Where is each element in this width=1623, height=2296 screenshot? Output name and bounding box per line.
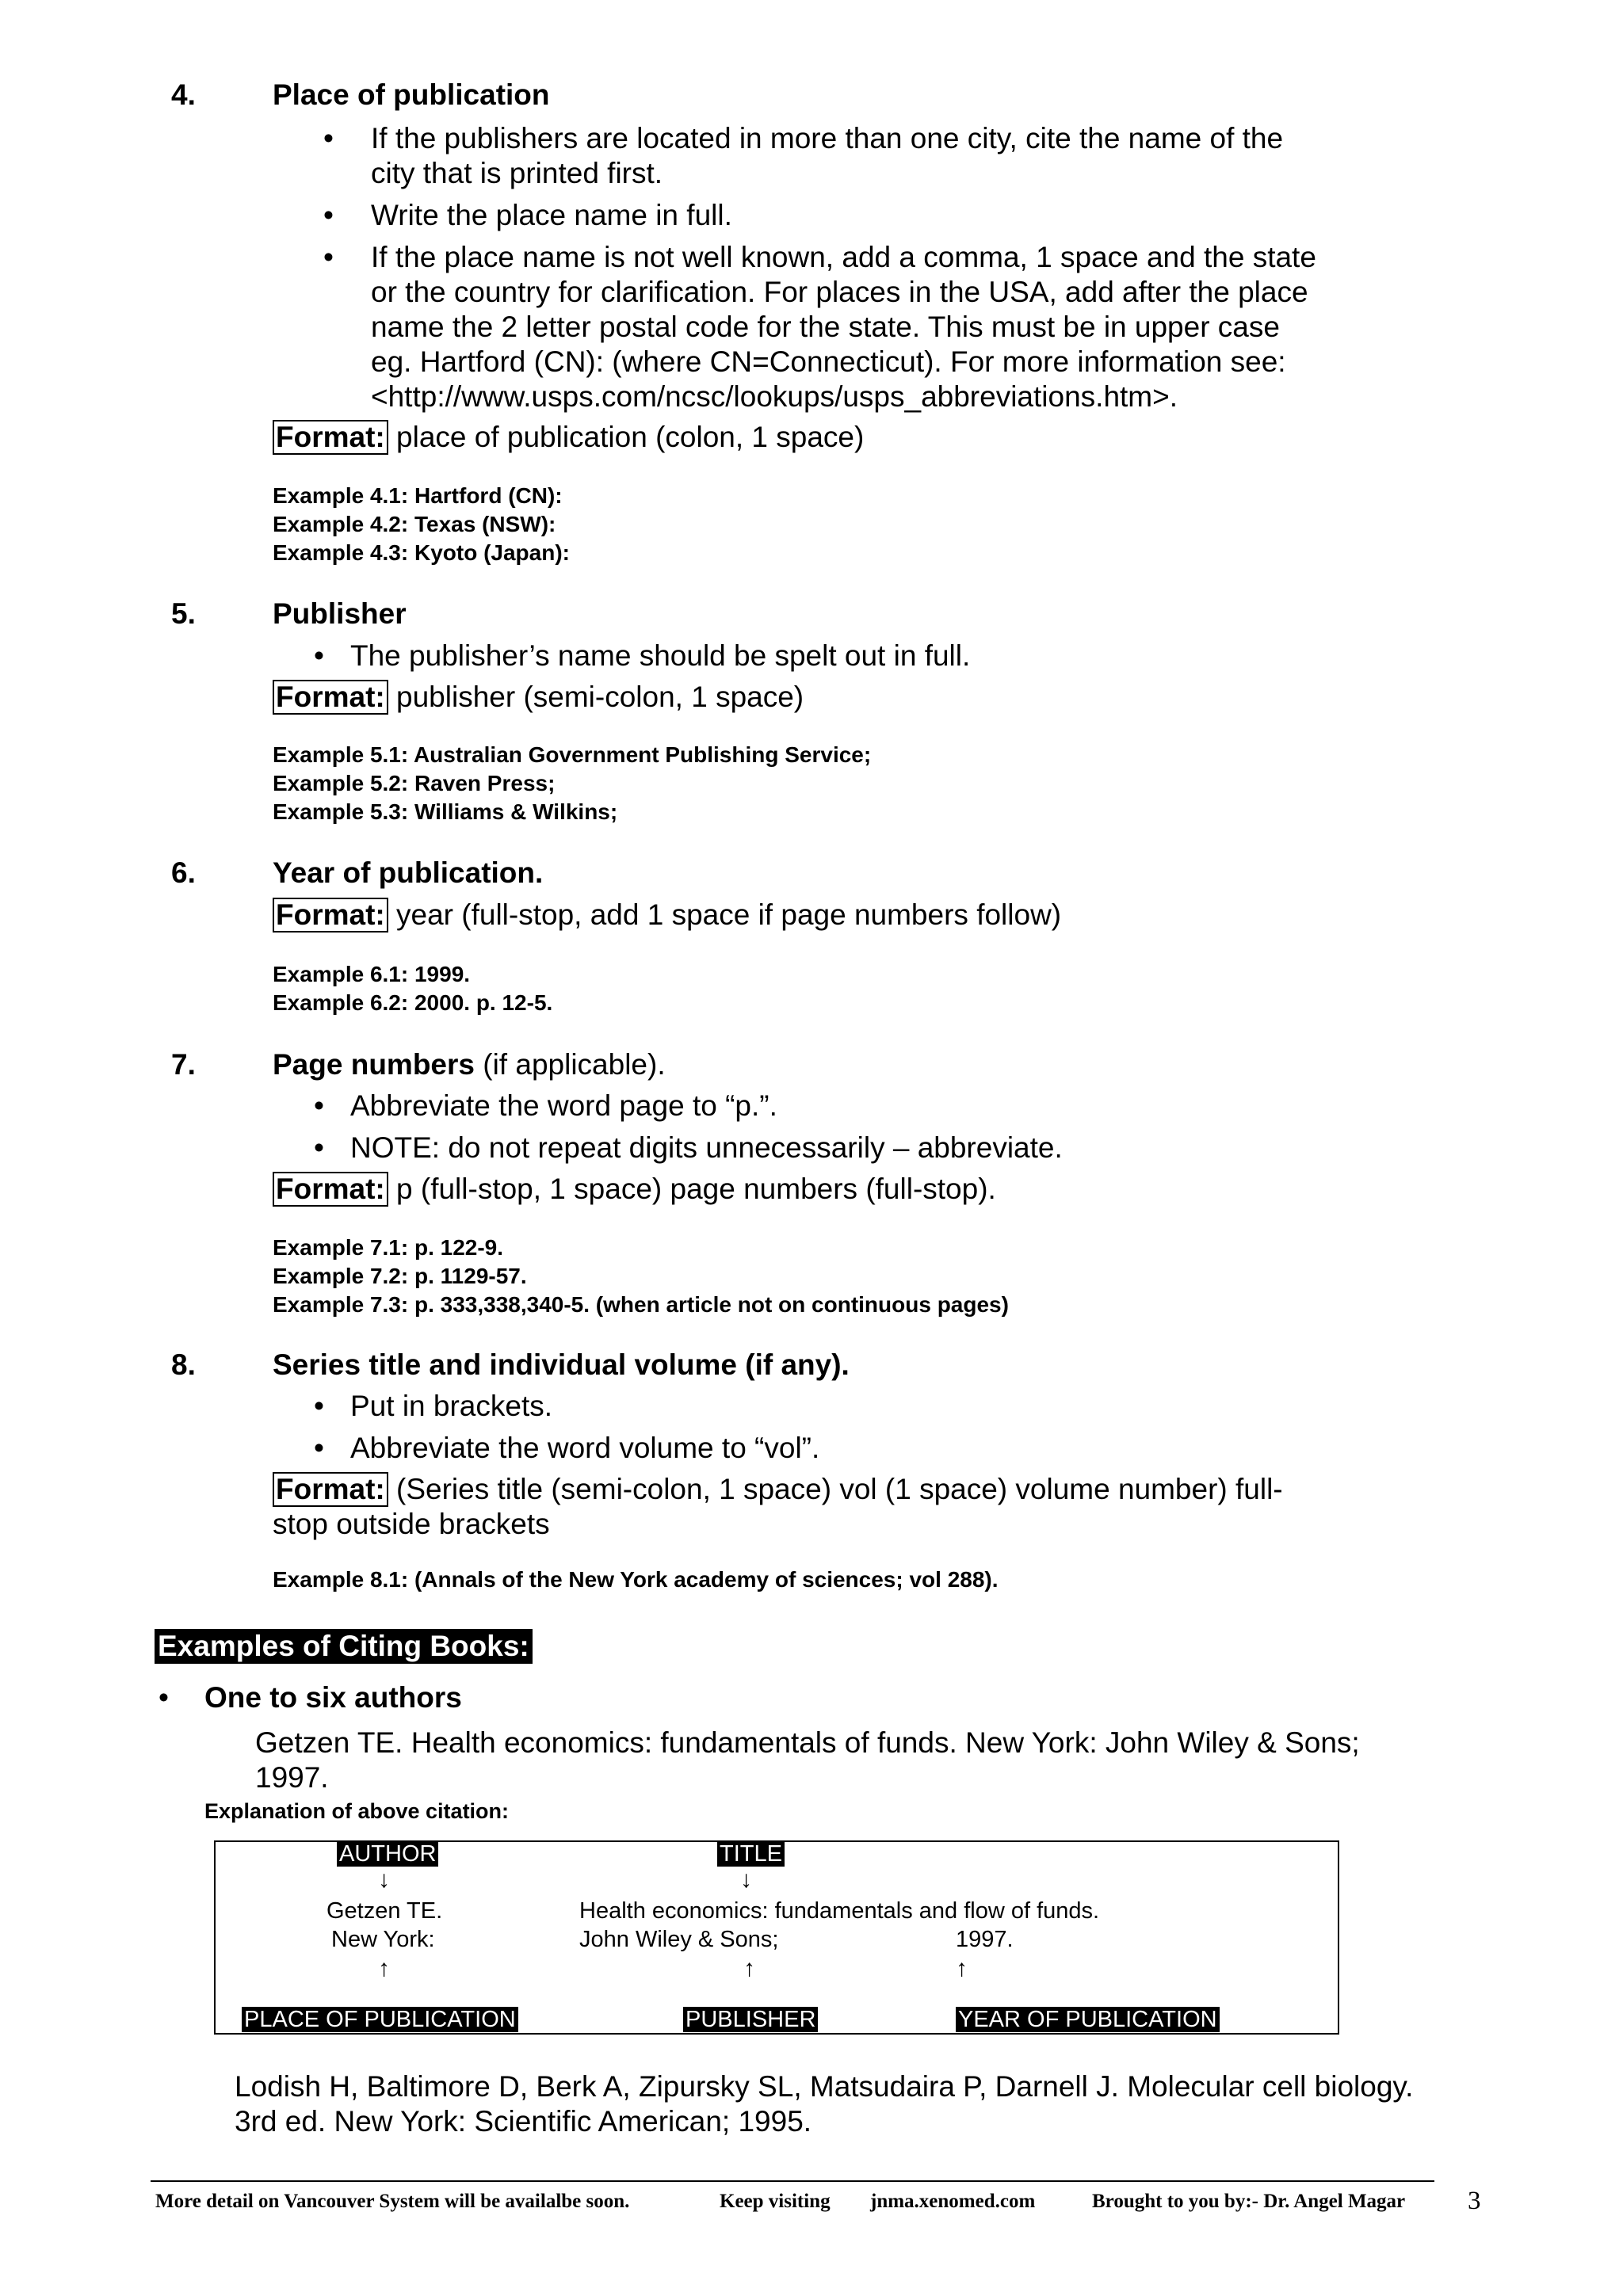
section-heading: Publisher xyxy=(273,597,407,630)
tag-publisher: PUBLISHER xyxy=(683,2007,818,2032)
example-line: Example 7.2: p. 1129-57. xyxy=(273,1264,527,1288)
citation-text: 1997. xyxy=(255,1761,329,1794)
cell-author: Getzen TE. xyxy=(327,1898,443,1924)
format-label: Format: xyxy=(273,898,388,933)
section-heading: Place of publication xyxy=(273,78,550,111)
citation-text: 3rd ed. New York: Scientific American; 1995. xyxy=(235,2105,812,2138)
bullet-text: NOTE: do not repeat digits unnecessarily – abbreviate. xyxy=(350,1131,1063,1164)
format-line xyxy=(273,1472,1283,1507)
example-line: Example 7.3: p. 333,338,340-5. (when article not on continuous pages) xyxy=(273,1292,1009,1317)
bullet-text: <http://www.usps.com/ncsc/lookups/usps_abbreviations.htm>. xyxy=(371,380,1178,413)
example-line: Example 6.1: 1999. xyxy=(273,962,471,986)
format-label: Format: xyxy=(273,680,388,715)
bullet-icon: • xyxy=(314,1089,324,1122)
footer-credit: Brought to you by:- Dr. Angel Magar xyxy=(1092,2191,1406,2212)
section-number: 4. xyxy=(171,78,196,111)
bullet-text: If the place name is not well known, add a comma, 1 space and the state xyxy=(371,241,1316,273)
section-number: 5. xyxy=(171,597,196,630)
format-text: stop outside brackets xyxy=(273,1508,550,1540)
example-line: Example 8.1: (Annals of the New York academy of sciences; vol 288). xyxy=(273,1567,999,1592)
bullet-text: name the 2 letter postal code for the state. This must be in upper case xyxy=(371,311,1280,343)
arrow-up-icon: ↑ xyxy=(956,1955,968,1981)
tag-year-of-publication: YEAR OF PUBLICATION xyxy=(956,2007,1220,2032)
bullet-icon: • xyxy=(323,199,334,231)
bullet-text: city that is printed first. xyxy=(371,157,663,189)
bullet-text: Abbreviate the word page to “p.”. xyxy=(350,1089,777,1122)
format-line xyxy=(273,898,1061,933)
format-label: Format: xyxy=(273,420,388,455)
bullet-text: If the publishers are located in more than one city, cite the name of the xyxy=(371,122,1284,154)
tag-author: AUTHOR xyxy=(337,1841,438,1867)
section-heading: Series title and individual volume (if any). xyxy=(273,1348,850,1381)
example-line: Example 6.2: 2000. p. 12-5. xyxy=(273,990,553,1015)
arrow-down-icon: ↓ xyxy=(378,1867,390,1893)
citation-text: Lodish H, Baltimore D, Berk A, Zipursky SL, Matsudaira P, Darnell J. Molecular cell biology. xyxy=(235,2070,1414,2103)
format-text: place of publication (colon, 1 space) xyxy=(396,421,865,453)
bullet-text: Abbreviate the word volume to “vol”. xyxy=(350,1432,820,1464)
arrow-up-icon: ↑ xyxy=(743,1955,755,1981)
example-line: Example 5.3: Williams & Wilkins; xyxy=(273,799,618,824)
example-line: Example 5.1: Australian Government Publishing Service; xyxy=(273,742,872,767)
format-line xyxy=(273,680,804,715)
format-label: Format: xyxy=(273,1172,388,1207)
cell-title: Health economics: fundamentals and flow of funds. xyxy=(579,1898,1100,1924)
section-number: 7. xyxy=(171,1048,196,1081)
format-text: year (full-stop, add 1 space if page numbers follow) xyxy=(396,898,1062,931)
bullet-icon: • xyxy=(314,1390,324,1422)
cell-publisher: John Wiley & Sons; xyxy=(579,1927,779,1952)
example-line: Example 5.2: Raven Press; xyxy=(273,771,556,795)
bullet-text: eg. Hartford (CN): (where CN=Connecticut). For more information see: xyxy=(371,345,1286,378)
citation-text: Getzen TE. Health economics: fundamentals of funds. New York: John Wiley & Sons; xyxy=(255,1726,1360,1759)
bullet-icon: • xyxy=(323,122,334,154)
section-title-books: Examples of Citing Books: xyxy=(155,1629,533,1664)
format-text: p (full-stop, 1 space) page numbers (full-stop). xyxy=(396,1173,996,1205)
section-heading-line xyxy=(273,1047,666,1082)
arrow-down-icon: ↓ xyxy=(740,1867,752,1893)
tag-title: TITLE xyxy=(717,1841,785,1867)
bullet-icon: • xyxy=(158,1681,169,1714)
bullet-icon: • xyxy=(314,1131,324,1164)
footer-keep-visiting: Keep visiting xyxy=(720,2191,831,2212)
footer-divider xyxy=(151,2180,1434,2182)
section-number: 8. xyxy=(171,1348,196,1381)
arrow-up-icon: ↑ xyxy=(378,1955,390,1981)
example-line: Example 4.1: Hartford (CN): xyxy=(273,483,563,508)
bullet-text: or the country for clarification. For places in the USA, add after the place xyxy=(371,276,1308,308)
bullet-icon: • xyxy=(314,639,324,672)
format-line xyxy=(273,1172,996,1207)
footer-site-link[interactable]: jnma.xenomed.com xyxy=(870,2191,1036,2212)
explanation-label: Explanation of above citation: xyxy=(204,1799,510,1823)
section-heading-suffix: (if applicable). xyxy=(474,1048,666,1081)
section-heading: Year of publication. xyxy=(273,856,544,889)
format-label: Format: xyxy=(273,1472,388,1507)
format-line xyxy=(273,420,864,455)
tag-place-of-publication: PLACE OF PUBLICATION xyxy=(242,2007,518,2032)
footer-note: More detail on Vancouver System will be availalbe soon. xyxy=(155,2191,630,2212)
example-line: Example 4.3: Kyoto (Japan): xyxy=(273,540,570,565)
bullet-icon: • xyxy=(323,241,334,273)
bullet-text: Write the place name in full. xyxy=(371,199,732,231)
format-text: (Series title (semi-colon, 1 space) vol (1 space) volume number) full- xyxy=(396,1473,1283,1505)
example-line: Example 4.2: Texas (NSW): xyxy=(273,512,556,536)
format-text: publisher (semi-colon, 1 space) xyxy=(396,681,804,713)
bullet-icon: • xyxy=(314,1432,324,1464)
cell-place: New York: xyxy=(331,1927,435,1952)
page-number: 3 xyxy=(1468,2187,1481,2215)
subsection-heading: One to six authors xyxy=(204,1681,462,1714)
section-number: 6. xyxy=(171,856,196,889)
section-heading: Page numbers xyxy=(273,1048,475,1081)
cell-year: 1997. xyxy=(956,1927,1014,1952)
bullet-text: Put in brackets. xyxy=(350,1390,553,1422)
bullet-text: The publisher’s name should be spelt out in full. xyxy=(350,639,971,672)
example-line: Example 7.1: p. 122-9. xyxy=(273,1235,504,1260)
